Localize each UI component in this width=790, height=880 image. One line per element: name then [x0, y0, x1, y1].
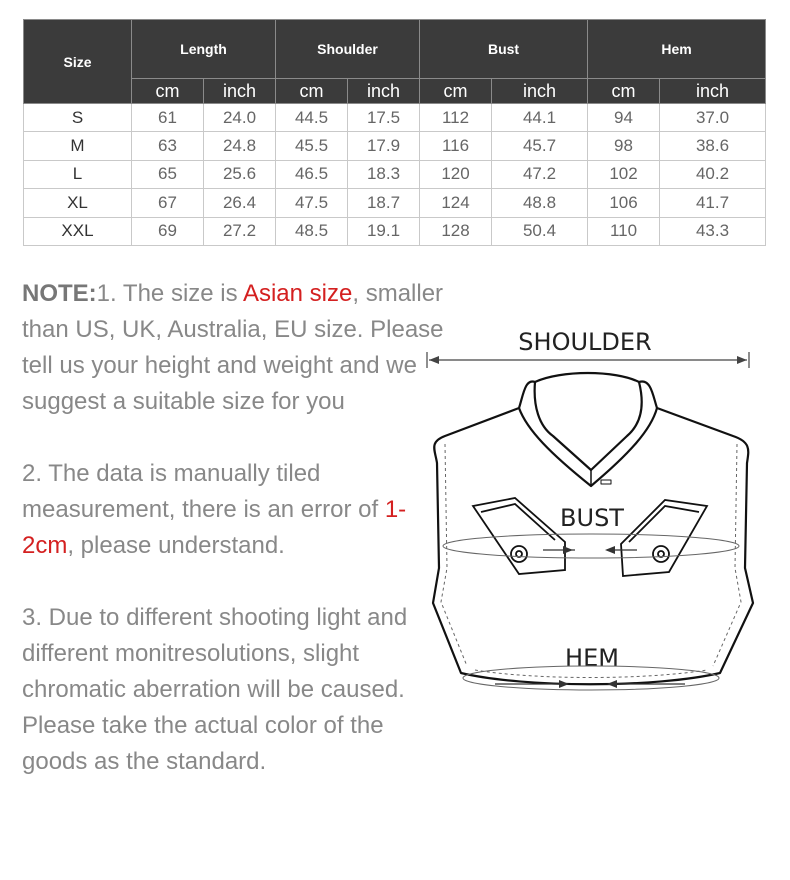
table-row: [24, 160, 766, 188]
size-cell: L: [24, 160, 132, 188]
bust-group-header: Bust: [420, 20, 588, 79]
table-cell: 47.5: [276, 189, 348, 217]
table-cell: 116: [420, 132, 492, 160]
table-row: [24, 104, 766, 132]
table-row: [24, 217, 766, 245]
hem-group-header: Hem: [588, 20, 766, 79]
table-cell: 61: [132, 104, 204, 132]
table-row: [24, 189, 766, 217]
unit-header: cm: [588, 79, 660, 104]
table-cell: 17.5: [348, 104, 420, 132]
note-text: , smaller than US, UK, Australia, EU size. Please tell us your height and weight and we suggest a suitable size for you: [22, 280, 444, 415]
table-cell: 26.4: [204, 189, 276, 217]
note-text: , please understand.: [67, 532, 285, 559]
bust-measure-arrow: [443, 534, 739, 558]
unit-header: cm: [276, 79, 348, 104]
note-paragraph-3: 3. Due to different shooting light and different monitresolutions, slight chromatic aberration will be caused. Please take the actual color of the goods as the standard.: [22, 604, 408, 775]
table-cell: 124: [420, 189, 492, 217]
garment-measurement-diagram: [415, 318, 765, 708]
table-cell: 24.0: [204, 104, 276, 132]
table-cell: 94: [588, 104, 660, 132]
hem-label: HEM: [565, 644, 619, 672]
table-cell: 112: [420, 104, 492, 132]
note-paragraph-2: [22, 456, 452, 564]
table-cell: 40.2: [660, 160, 766, 188]
table-cell: 120: [420, 160, 492, 188]
note-paragraph-1: [22, 276, 452, 420]
unit-header: cm: [132, 79, 204, 104]
table-cell: 46.5: [276, 160, 348, 188]
table-cell: 110: [588, 217, 660, 245]
shoulder-label: SHOULDER: [518, 328, 652, 356]
table-cell: 98: [588, 132, 660, 160]
table-cell: 18.7: [348, 189, 420, 217]
unit-header: inch: [204, 79, 276, 104]
size-cell: S: [24, 104, 132, 132]
unit-header: inch: [492, 79, 588, 104]
table-cell: 65: [132, 160, 204, 188]
note-highlight: 1-2cm: [22, 496, 407, 559]
table-cell: 19.1: [348, 217, 420, 245]
table-cell: 25.6: [204, 160, 276, 188]
unit-header: inch: [348, 79, 420, 104]
note-text: 1. The size is: [96, 280, 243, 307]
size-cell: XXL: [24, 217, 132, 245]
table-cell: 18.3: [348, 160, 420, 188]
table-cell: 50.4: [492, 217, 588, 245]
table-cell: 17.9: [348, 132, 420, 160]
table-cell: 45.7: [492, 132, 588, 160]
table-cell: 45.5: [276, 132, 348, 160]
table-cell: 102: [588, 160, 660, 188]
table-cell: 27.2: [204, 217, 276, 245]
size-cell: XL: [24, 189, 132, 217]
table-cell: 128: [420, 217, 492, 245]
unit-header: inch: [660, 79, 766, 104]
table-cell: 24.8: [204, 132, 276, 160]
table-cell: 106: [588, 189, 660, 217]
left-pocket-icon: [473, 498, 565, 574]
shoulder-group-header: Shoulder: [276, 20, 420, 79]
table-cell: 63: [132, 132, 204, 160]
right-pocket-icon: [621, 500, 707, 576]
unit-header: cm: [420, 79, 492, 104]
note-highlight: Asian size: [242, 280, 353, 307]
table-cell: 48.5: [276, 217, 348, 245]
table-row: [24, 132, 766, 160]
size-note: [22, 276, 452, 816]
note-text: 2. The data is manually tiled measurement, there is an error of: [22, 460, 385, 523]
size-cell: M: [24, 132, 132, 160]
table-cell: 47.2: [492, 160, 588, 188]
table-cell: 44.1: [492, 104, 588, 132]
table-cell: 37.0: [660, 104, 766, 132]
table-cell: 48.8: [492, 189, 588, 217]
table-cell: 69: [132, 217, 204, 245]
table-cell: 44.5: [276, 104, 348, 132]
bust-label: BUST: [560, 504, 624, 532]
note-label: NOTE:: [22, 280, 97, 307]
table-cell: 67: [132, 189, 204, 217]
table-cell: 38.6: [660, 132, 766, 160]
size-column-header: Size: [24, 20, 132, 104]
table-cell: 41.7: [660, 189, 766, 217]
length-group-header: Length: [132, 20, 276, 79]
table-cell: 43.3: [660, 217, 766, 245]
size-chart-table: [23, 19, 766, 246]
